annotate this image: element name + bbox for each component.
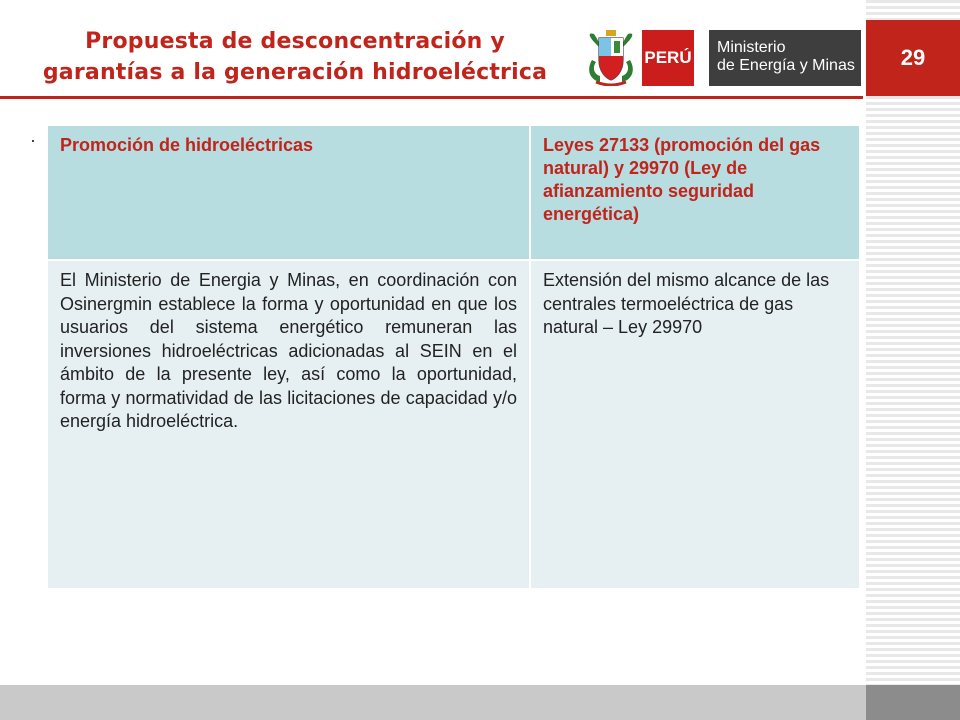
table-row-divider (48, 259, 859, 261)
table-cell: Extensión del mismo alcance de las centrales termoeléctrica de gas natural – Ley 29970 (531, 261, 859, 588)
slide-title-line-1: Propuesta de desconcentración y (85, 29, 505, 54)
table-cell: El Ministerio de Energia y Minas, en coordinación con Osinergmin establece la forma y oportunidad en que los usuarios del sistema energético remuneran las inversiones hidroeléctricas adicionadas al SEIN en el ámbito de la presente ley, así como la oportunidad, forma y normatividad de las licitaciones de capacidad y/o energía hidroeléctrica. (48, 261, 529, 588)
table-column-divider (529, 126, 531, 588)
coat-of-arms-icon (586, 30, 636, 86)
right-bottom-block (866, 685, 960, 720)
table-header-cell: Promoción de hidroeléctricas (48, 126, 529, 259)
ministry-line-2: de Energía y Minas (717, 57, 855, 74)
table-header-cell: Leyes 27133 (promoción del gas natural) y 29970 (Ley de afianzamiento seguridad energética) (531, 126, 859, 259)
comparison-table (48, 126, 859, 588)
slide-title-line-2: garantías a la generación hidroeléctrica (42, 60, 548, 85)
bullet-point: · (30, 130, 36, 150)
ministry-badge (709, 30, 861, 86)
slide-title (0, 26, 590, 88)
right-decorative-band (866, 0, 960, 720)
ministry-line-1: Ministerio (717, 39, 786, 56)
page-number: 29 (866, 20, 960, 96)
peru-badge: PERÚ (642, 30, 694, 86)
bottom-band (0, 685, 866, 720)
title-underline (0, 96, 863, 99)
